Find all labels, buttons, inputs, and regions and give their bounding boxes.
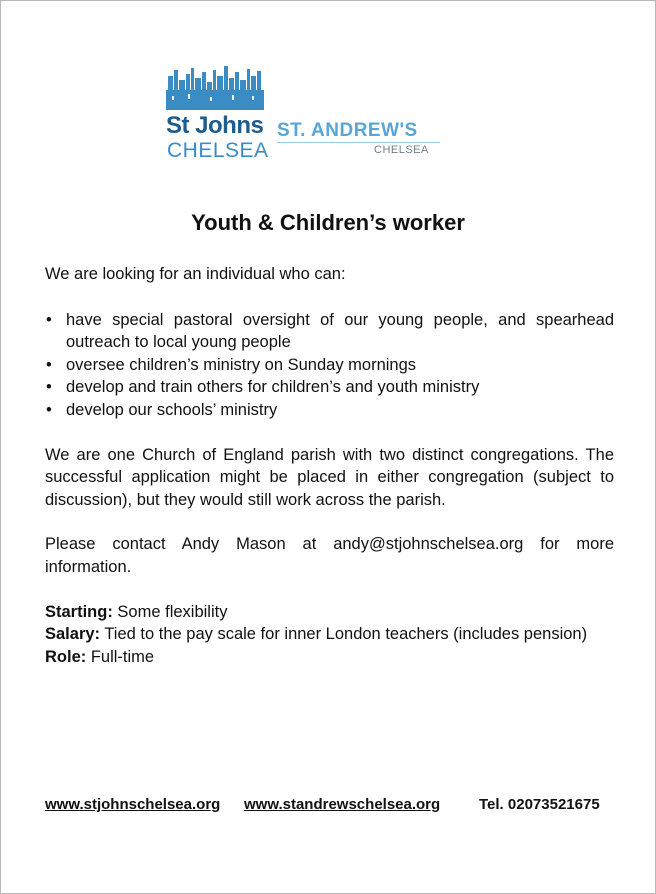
logo-st-johns-chelsea-text: CHELSEA (167, 139, 269, 162)
page-title: Youth & Children’s worker (191, 210, 465, 235)
website-link-standrews[interactable]: www.standrewschelsea.org (244, 796, 441, 813)
detail-salary (45, 623, 614, 646)
list-item-text: develop our schools’ ministry (66, 400, 278, 419)
intro-text: We are looking for an individual who can: (45, 265, 346, 283)
logo-divider (277, 142, 440, 143)
detail-starting (45, 601, 614, 624)
logo (166, 66, 456, 166)
contact-paragraph: Please contact Andy Mason at andy@stjohnschelsea.org for more information. (45, 535, 614, 576)
telephone-number: Tel. 02073521675 (479, 796, 600, 813)
detail-role (45, 646, 614, 669)
job-description (45, 263, 614, 668)
list-item-text: oversee children’s ministry on Sunday mornings (66, 355, 417, 374)
bullet-icon: • (46, 400, 52, 419)
detail-value: Some flexibility (112, 602, 228, 621)
website-link-stjohns[interactable]: www.stjohnschelsea.org (45, 796, 221, 813)
list-item (45, 399, 614, 422)
detail-label: Role: (45, 647, 87, 666)
logo-st-andrews-chelsea-text: CHELSEA (374, 144, 429, 156)
parish-paragraph: We are one Church of England parish with two distinct congregations. The successful application might be placed in either congregation (subject to discussion), but they would still work across the parish. (45, 445, 614, 509)
logo-st-andrews-text: ST. ANDREW'S (277, 120, 418, 141)
list-item (45, 376, 614, 399)
detail-label: Starting: (45, 602, 113, 621)
detail-value: Tied to the pay scale for inner London teachers (includes pension) (100, 625, 588, 644)
bullet-icon: • (46, 310, 52, 329)
list-item-text: have special pastoral oversight of our young people, and spearhead outreach to local young people (66, 310, 614, 352)
bullet-icon: • (46, 355, 52, 374)
detail-label: Salary: (45, 625, 101, 644)
detail-value: Full-time (86, 647, 155, 666)
bullet-icon: • (46, 378, 52, 397)
skyline-logo-icon (166, 66, 266, 110)
list-item (45, 354, 614, 377)
logo-st-johns-text: St Johns (166, 112, 264, 139)
list-item-text: develop and train others for children’s and youth ministry (66, 378, 480, 397)
list-item (45, 309, 614, 354)
requirements-list (45, 309, 614, 422)
